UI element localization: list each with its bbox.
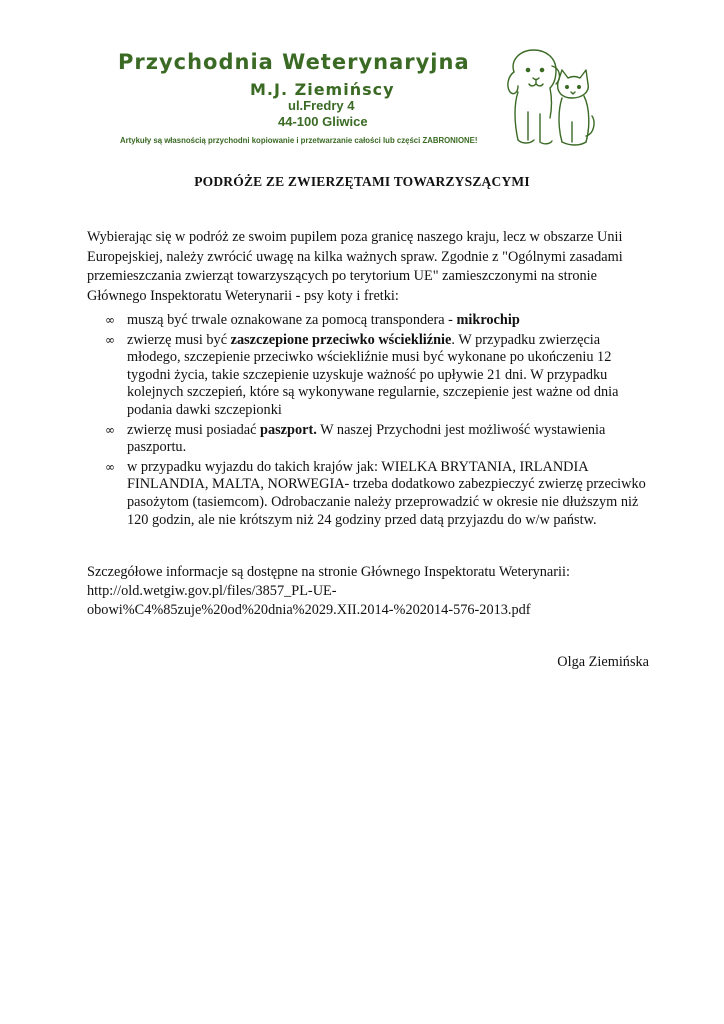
infinity-bullet-icon: ∞ [105,422,115,437]
list-item: ∞ w przypadku wyjazdu do takich krajów jak: WIELKA BRYTANIA, IRLANDIA FINLANDIA, MALTA, NORWEGIA- trzeba dodatkowo zabezpieczyć zwierzę przeciwko pasożytom (tasiemcom). Odrobaczanie należy przeprowadzić w okresie nie dłuższym niż 120 godzin, ale nie krótszym niż 24 godziny przed datą przyjazdu do w/w państw. [105,458,646,528]
author-signature: Olga Ziemińska [557,654,649,670]
letterhead [88,40,636,158]
infinity-bullet-icon: ∞ [105,313,115,327]
info-text: Szczegółowe informacje są dostępne na stronie Głównego Inspektoratu Weterynarii: [87,564,570,580]
infinity-bullet-icon: ∞ [105,459,115,474]
requirements-list [87,312,647,531]
info-url-line-2: obowi%C4%85zuje%20od%20dnia%2029.XII.2014-%202014-576-2013.pdf [87,602,531,618]
clinic-owners: M.J. Ziemińscy [250,80,395,99]
list-item: ∞ zwierzę musi być zaszczepione przeciwko wściekliźnie. W przypadku zwierzęcia młodego, szczepienie przeciwko wściekliźnie musi być wykonane po ukończeniu 12 tygodni życia, takie szczepienie uzyskuje ważność po upływie 21 dni. W przypadku kolejnych szczepień, które są wykonywane regularnie, szczepienie jest ważne od dnia podania dawki szczepionki [105,331,619,418]
infinity-bullet-icon: ∞ [105,332,115,347]
document-title: PODRÓŻE ZE ZWIERZĘTAMI TOWARZYSZĄCYMI [194,174,530,189]
clinic-name: Przychodnia Weterynaryjna [118,50,470,74]
copyright-notice: Artykuły są własnością przychodni kopiowanie i przetwarzanie całości lub części ZABRONIONE! [120,136,478,145]
clinic-city: 44-100 Gliwice [278,114,368,129]
list-item: ∞ zwierzę musi posiadać paszport. W naszej Przychodni jest możliwość wystawienia paszportu. [105,421,606,456]
clinic-street: ul.Fredry 4 [288,98,355,113]
list-item: ∞ muszą być trwale oznakowane za pomocą transpondera - mikrochip [105,312,520,328]
dog-and-cat-drawing [500,42,596,152]
info-paragraph [87,563,647,620]
intro-paragraph: Wybierając się w podróż ze swoim pupilem poza granicę naszego kraju, lecz w obszarze Unii Europejskiej, należy zwrócić uwagę na kilka ważnych spraw. Zgodnie z "Ogólnymi zasadami przemieszczania zwierząt towarzyszących po terytorium UE" zamieszczonymi na stronie Głównego Inspektoratu Weterynarii - psy koty i fretki: [87,229,623,304]
info-url-line-1: http://old.wetgiw.gov.pl/files/3857_PL-UE- [87,583,337,599]
